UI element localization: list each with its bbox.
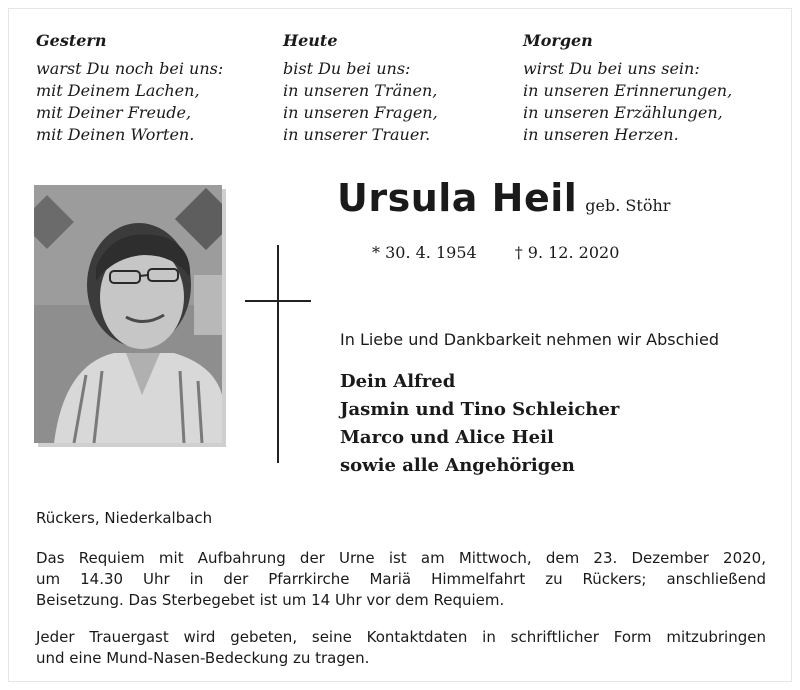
mourner-name: sowie alle Angehörigen [340,455,575,476]
poem-column-today [283,30,438,146]
portrait-photo [34,185,222,443]
deceased-name: Ursula Heil [337,176,578,220]
poem-line: in unseren Herzen. [523,125,679,144]
poem-heading: Morgen [523,31,593,50]
poem-line: mit Deiner Freude, [36,103,192,122]
poem-heading: Gestern [36,31,107,50]
paragraph-line: Das Requiem mit Aufbahrung der Urne ist am Mittwoch, dem 23. Dezember 2020, [36,549,766,567]
birth-name: geb. Stöhr [585,196,671,215]
poem-line: in unserer Trauer. [283,125,431,144]
poem-line: in unseren Tränen, [283,81,438,100]
poem-line: in unseren Erzählungen, [523,103,723,122]
farewell-text: In Liebe und Dankbarkeit nehmen wir Abschied [340,330,719,349]
poem-line: mit Deinen Worten. [36,125,195,144]
paragraph-line: und eine Mund-Nasen-Bedeckung zu tragen. [36,649,370,667]
paragraph-line: um 14.30 Uhr in der Pfarrkirche Mariä Himmelfahrt zu Rückers; anschließend [36,570,766,588]
place-text: Rückers, Niederkalbach [36,509,213,527]
portrait-illustration [34,185,222,443]
paragraph-line: Beisetzung. Das Sterbegebet ist um 14 Uhr vor dem Requiem. [36,591,505,609]
cross-vertical-bar [277,245,279,463]
death-date: † 9. 12. 2020 [514,243,620,262]
paragraph-line: Jeder Trauergast wird gebeten, seine Kontaktdaten in schriftlicher Form mitzubringen [36,628,766,646]
mourner-name: Jasmin und Tino Schleicher [340,399,620,420]
poem-line: in unseren Fragen, [283,103,438,122]
guest-notice-paragraph [36,627,766,669]
requiem-paragraph [36,548,766,611]
deceased-name-row [337,176,670,220]
cross-horizontal-bar [245,300,311,302]
poem-line: mit Deinem Lachen, [36,81,200,100]
poem-heading: Heute [283,31,338,50]
poem-line: wirst Du bei uns sein: [523,59,700,78]
poem-line: bist Du bei uns: [283,59,411,78]
mourners-list [340,368,619,480]
photo-frame [34,185,222,443]
poem-line: in unseren Erinnerungen, [523,81,733,100]
birth-date: * 30. 4. 1954 [372,243,477,262]
poem-column-tomorrow [523,30,732,146]
mourner-name: Marco und Alice Heil [340,427,554,448]
poem-line: warst Du noch bei uns: [36,59,224,78]
mourner-name: Dein Alfred [340,371,456,392]
life-dates [372,243,619,262]
poem-column-yesterday [36,30,223,146]
